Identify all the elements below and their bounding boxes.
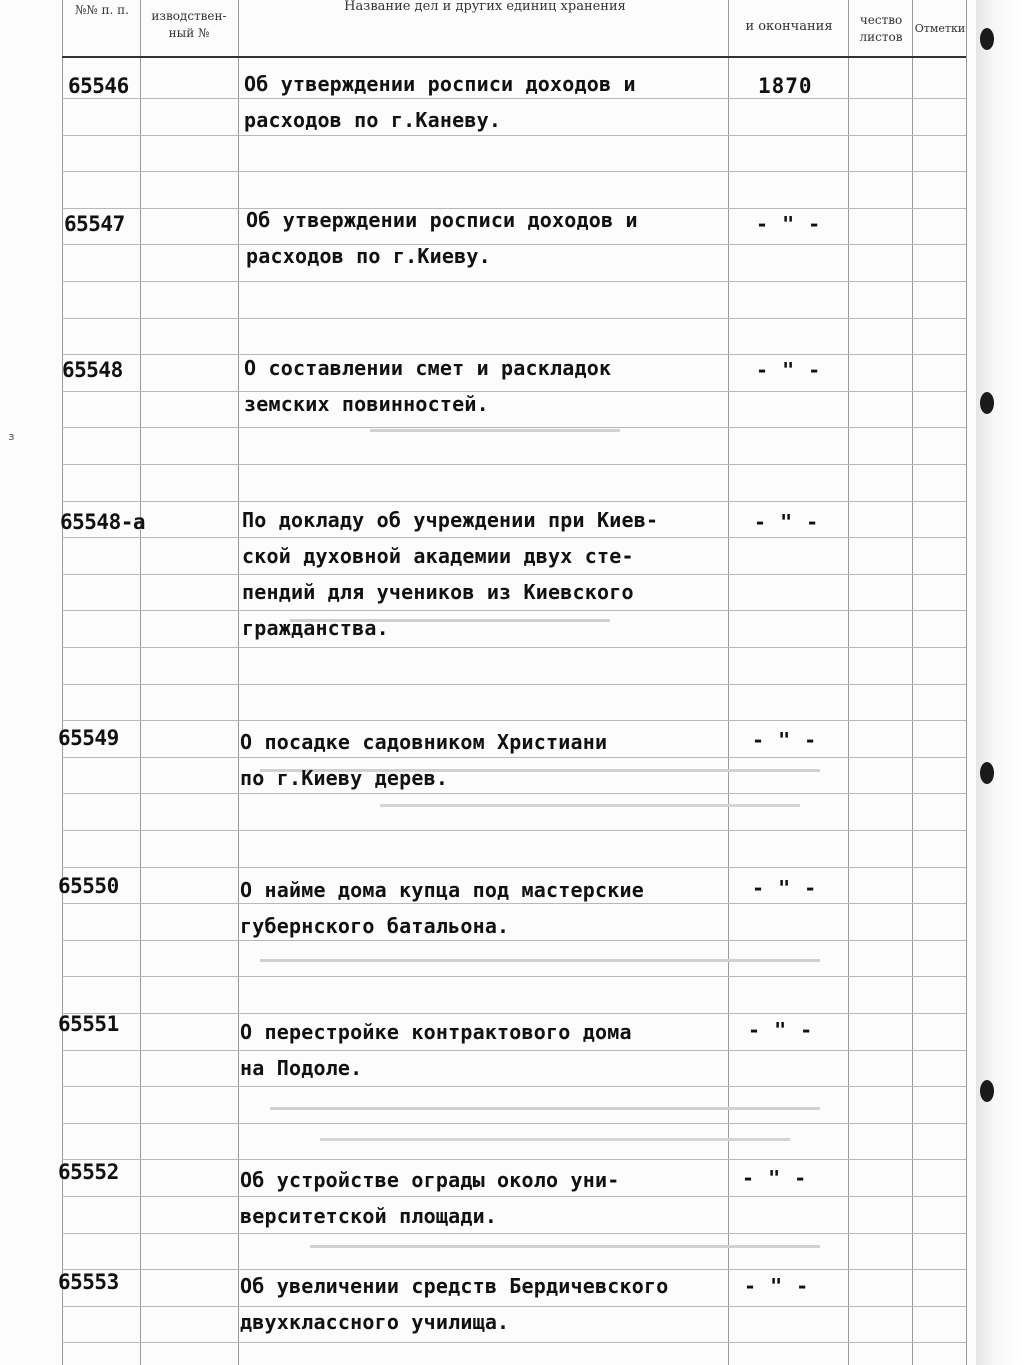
row-title-line: Об устройстве ограды около уни-	[240, 1168, 620, 1192]
show-through-text	[300, 1236, 820, 1263]
row-title	[242, 502, 722, 646]
row-title-line: По докладу об учреждении при Киев-	[242, 508, 659, 532]
ruled-line	[62, 867, 966, 868]
row-title-line: О составлении смет и раскладок	[244, 356, 612, 380]
ruled-line	[62, 1342, 966, 1343]
punch-hole	[980, 392, 994, 414]
ruled-line	[62, 281, 966, 282]
row-title-line: расходов по г.Киеву.	[246, 244, 491, 268]
row-title-line: О посадке садовником Христиани	[240, 730, 608, 754]
row-title	[240, 872, 720, 944]
ruled-line	[62, 318, 966, 319]
row-number: 65550	[58, 874, 119, 898]
row-title-line: двухклассного училища.	[240, 1310, 510, 1334]
smudge-lines	[260, 1098, 820, 1158]
row-title-line: земских повинностей.	[244, 392, 489, 416]
show-through-text	[250, 950, 820, 977]
row-number: 65553	[58, 1270, 119, 1294]
row-title-line: ской духовной академии двух сте-	[242, 544, 634, 568]
row-number: 65551	[58, 1012, 119, 1036]
header-num: №№ п. п.	[75, 3, 129, 17]
page-edge	[976, 0, 1024, 1365]
row-title	[246, 202, 726, 274]
row-title-line: Об утверждении росписи доходов и	[246, 208, 638, 232]
row-title-line: верситетской площади.	[240, 1204, 498, 1228]
row-number: 65547	[64, 212, 125, 236]
row-title	[240, 724, 720, 796]
row-date: - " -	[756, 212, 822, 236]
show-through-text	[360, 420, 620, 447]
smudge-lines	[250, 950, 820, 972]
row-number: 65546	[68, 74, 129, 98]
punch-hole	[980, 762, 994, 784]
column-divider	[140, 0, 141, 1365]
row-date: - " -	[752, 728, 818, 752]
ruled-line	[62, 647, 966, 648]
column-divider	[912, 0, 913, 1365]
ruled-line	[62, 720, 966, 721]
row-number: 65548	[62, 358, 123, 382]
header-sheets: чество листов	[859, 13, 903, 44]
row-title-line: гражданства.	[242, 616, 389, 640]
row-title	[240, 1014, 720, 1086]
row-title	[240, 1162, 720, 1234]
row-title	[244, 66, 724, 138]
row-title-line: на Подоле.	[240, 1056, 363, 1080]
header-prod-num: изводствен- ный №	[151, 9, 227, 40]
row-title	[240, 1268, 740, 1340]
row-title-line: расходов по г.Каневу.	[244, 108, 502, 132]
row-title-line: О перестройке контрактового дома	[240, 1020, 632, 1044]
show-through-text	[260, 1098, 820, 1163]
column-divider	[848, 0, 849, 1365]
row-title-line: Об утверждении росписи доходов и	[244, 72, 636, 96]
row-title-line: губернского батальона.	[240, 914, 510, 938]
punch-hole	[980, 28, 994, 50]
row-title	[244, 350, 724, 422]
punch-hole	[980, 1080, 994, 1102]
row-title-line: пендий для учеников из Киевского	[242, 580, 634, 604]
row-number: 65549	[58, 726, 119, 750]
row-date: - " -	[748, 1018, 814, 1042]
smudge-lines	[300, 1236, 820, 1258]
row-title-line: по г.Киеву дерев.	[240, 766, 449, 790]
ruled-line	[62, 684, 966, 685]
row-number: 65552	[58, 1160, 119, 1184]
column-divider	[238, 0, 239, 1365]
row-date: - " -	[752, 876, 818, 900]
smudge-lines	[360, 420, 620, 442]
ruled-line	[62, 171, 966, 172]
row-date: - " -	[744, 1274, 810, 1298]
row-title-line: Об увеличении средств Бердичевского	[240, 1274, 669, 1298]
header-dates: и окончания	[745, 19, 833, 34]
margin-mark: з	[8, 430, 15, 443]
header-rule	[62, 56, 966, 58]
header-notes: Отметки	[914, 22, 966, 35]
row-title-line: О найме дома купца под мастерские	[240, 878, 644, 902]
ruled-line	[62, 464, 966, 465]
header-title: Название дел и других единиц хранения	[344, 0, 626, 14]
row-date: - " -	[742, 1166, 808, 1190]
ruled-line	[62, 1086, 966, 1087]
row-date: - " -	[754, 510, 820, 534]
row-date: 1870	[758, 74, 813, 98]
column-divider	[966, 0, 967, 1365]
row-number: 65548-а	[60, 510, 146, 534]
row-date: - " -	[756, 358, 822, 382]
